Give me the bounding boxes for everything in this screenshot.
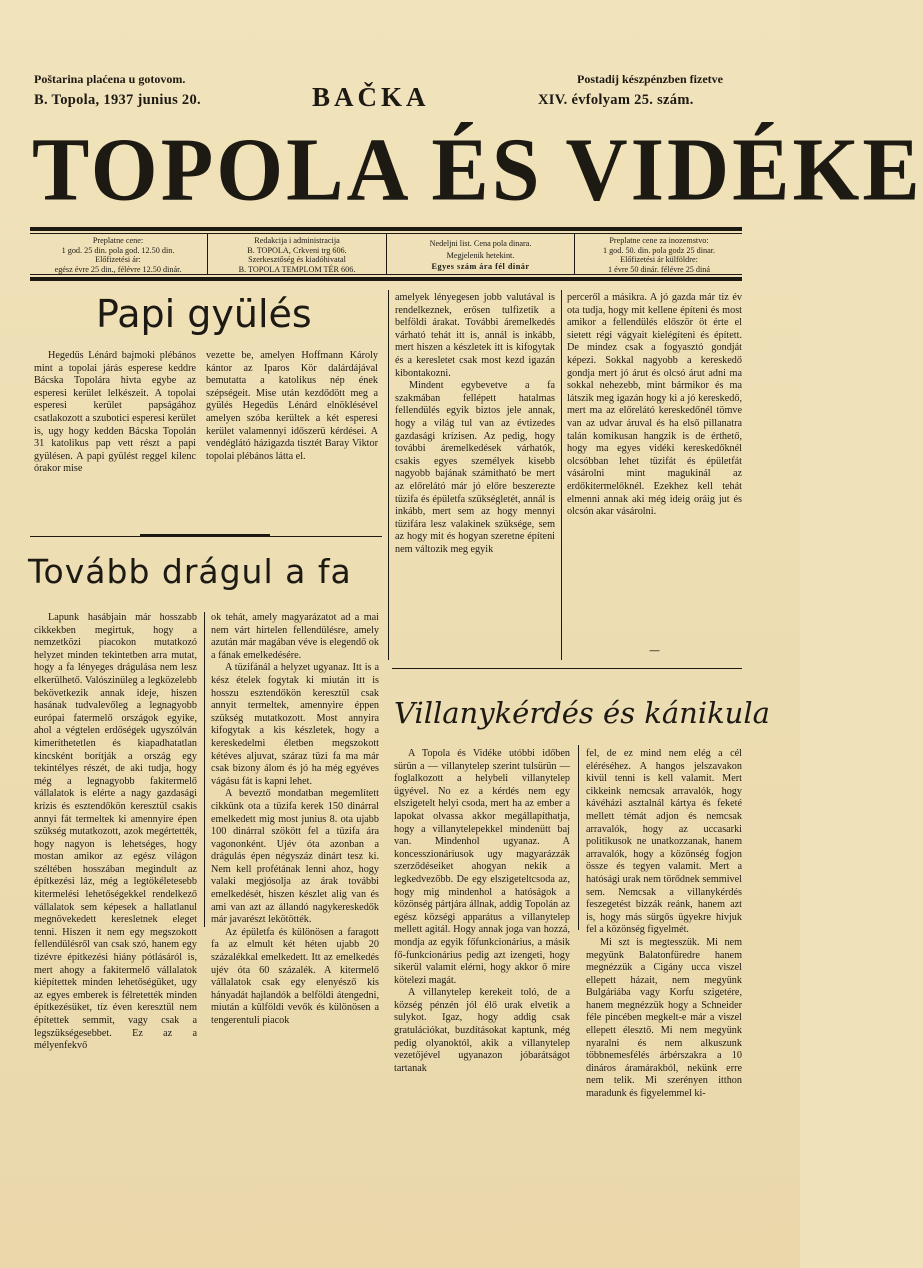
article-papi-col1 — [34, 350, 196, 528]
info-line: egész évre 25 din., félévre 12.50 dinár. — [54, 264, 182, 274]
article-divider-thick — [140, 534, 270, 537]
region-label: BAČKA — [312, 82, 430, 112]
subscription-foreign — [576, 236, 742, 274]
paragraph: Lapunk hasábjain már hosszabb cikkekben megirtuk, hogy a nemzetközi piacokon mutatkozó helyzet minden tekintetben arra mutat, hogy a fa lényeges drágulása nem lesz elkerülhető. Valószinüleg a legközelebb bekövetkezik annak ideje, hiszen hasának tudvalevőleg a legnagyobb európai fatermelő országok egyike, ahol a végtelen erdőségek ugyszólván kimeríthetetlen és kiapadhatatlan kincsként borítják a ország egy tekintélyes részét, de aki tudja, hogy még a legnagyobb fakitermelő vállalatok is elérte a nagy gazdasági krízis és esztendőkön keresztül csakis annyi fát termeltek ki amennyire épen szükség mutatkozott, azok megértették, hogy nagyon is lehetséges, hogy mostan amikor az egész világon széltében hosszában megindult az építkezési láz, még a legtökéletesebb kitermelési lehetőségekkel rendelkező vállalatok sem képesek a hallatlanul megnövekedett keresletnek eleget tenni. Hiszen it nem egy megszokott fellendülésről van csak szó, hanem egy tizévre építkezési hiány pótlásáról is, mert ahogy a fakitermelő vállalatok kiépítettek minden lehetőségüket, ugy az egyes emberek is félretették minden építkezésüket, tíz éven keresztül nem építettek semmit, vagy csak a legszükségesebbet. Ez az a mélyenfekvő — [34, 612, 197, 1052]
article-end-mark: — — [649, 644, 660, 657]
article-headline-villany: Villanykérdés és kánikula — [394, 696, 770, 730]
info-line: Preplatne cene: — [92, 236, 144, 245]
info-line: B. TOPOLA TEMPLOM TÉR 606. — [238, 264, 356, 274]
subscription-domestic — [30, 236, 206, 274]
info-line: B. TOPOLA, Crkveni trg 606. — [247, 245, 347, 255]
paragraph: fel, de ez mind nem elég a cél eléréséhez. A hangos jelszavakon kivül tenni is kell valamit. Mert cikkeink nemcsak arravalók, hogy kávéházi asztalnál kártya és feketé mellett témát adjon és nemcsak arravalók, hogy az uccasarki politikusok ne unatkozzanak, hanem arravalók, hogy a közönség fogjon össze és tegyen valamit. Mert a hatósági urak nem törődnek semmivel sem. Nemcsak a villanykérdés feszegetést bizzák reánk, hanem azt is, hogy más sürgős ügyekre hivjuk fel a közönség figyelmét. — [586, 748, 742, 936]
paragraph: perceről a másikra. A jó gazda már tiz év ota tudja, hogy mit kellene építeni és most amikor a fellendülés először öt érte el sietett régi vágyait kielégíteni és épített. De mindez csak a fogyasztó gondját képezi. Sokkal nagyobb a kereskedő gondja mert jó árut és olcsó árut adni ma sokkal nehezebb, mint bármikor és ma látszik meg igazán hogy ki a jó kereskedő, mert ma az előrelátó kereskedőnél tömve van az udvar áruval és ha első pillanatra talán komikusan hangzik is de érthető, hogy ma egyes vidéki kereskedőknél olcsóbban lehet tüzifát és épületfát vásárolni mint magukinál az erdőkitermelőknél. Ezekhez kell tehát elmenni annak aki még ideig oráig jut és olcsón akar vásárolni. — [567, 292, 742, 518]
info-line: Egyes szám ára fél dinár — [431, 262, 530, 271]
paragraph: amelyek lényegesen jobb valutával is rendelkeznek, erősen tulfizetik a belföldi árakat. További áremelkedés várható tehát itt is, annál is inkább, mert hiszen a készletek itt is kifogytak és a keresletet csak most kezd igazán kibontakozni. — [395, 292, 555, 379]
article-headline-papi: Papi gyülés — [96, 292, 312, 336]
info-line: Nedeljni list. Cena pola dinara. — [429, 239, 532, 248]
paragraph: A tüzifánál a helyzet ugyanaz. Itt is a kész ételek fogytak ki miután itt is hosszu esztendőkön keresztül csak annyit termeltek, amennyire éppen szükség mutatkozott. Most annyira kifogytak a kis készletek, hogy a kereskedelmi életben megszokott kétéves aljuvat, száraz tüzi fa ma már csak bizony álom és jó ha még egyéves vágásu fát is kapni lehet. — [211, 662, 379, 787]
article-fa-col4 — [567, 292, 742, 642]
paragraph: A beveztő mondatban megemlített cikkünk ota a tüzifa kerek 150 dinárral emelkedett mig most junius 8. ota ujabb 100 dinárral szökött fel a tüzifa ára vagononként. Ujév óta azonban a drágulás épen négyszáz dinárt tesz ki. Nem kell profétának lenni ahoz, hogy valaki megjósolja az árak további emelkedését, hiszen készlet alig van és ami van azt az állandó nagykereskedők már javarészt lekötötték. — [211, 788, 379, 926]
column-separator — [561, 290, 562, 660]
article-fa-col1 — [34, 612, 197, 1052]
info-line: Előfizetési ár: — [95, 255, 141, 265]
info-separator — [207, 234, 208, 274]
date-line: B. Topola, 1937 junius 20. — [34, 92, 201, 108]
column-separator — [388, 290, 389, 660]
info-line: 1 god. 50. din. pola godz 25 dinar. — [602, 245, 716, 255]
bottom-rule — [30, 277, 742, 281]
article-villany-col1 — [394, 748, 570, 1074]
article-fa-col3 — [395, 292, 555, 658]
info-line: 1 évre 50 dinár. félévre 25 diná — [607, 264, 711, 274]
info-line: Preplatne cene za inozemstvo: — [609, 236, 709, 245]
editorial-office — [209, 236, 385, 274]
info-line: Szerkesztőség és kiadóhivatal — [248, 255, 346, 265]
paragraph: A Topola és Vidéke utóbbi időben sürün a — villanytelep szerint tulsürün — foglalkozott a helybeli villanytelep ügyével. No ez a kérdés nem egy elszigetelt helyi csoda, mert ha az ember a lapokat olvassa akkor megállapíthatja, hogy a villanytelepekkel mindenütt baj van. Mindenhol ugyanaz. A koncesszionáriusok ugy magyarázzák szerződéseiket ahogyan nekik a legkedvezőbb. De egy elszigeteltcsoda az, hogy mig mindenhol a hatóságok a közönség pártjára állnak, addig Topolán az egész községi apparátus a villanytelep mellett agitál. Hogy annak joga van hozzá, mondja az egyik főfunkcionárius, a másik fő-funkcionárius pedig azt izengeti, hogy sikerül valamit elérni, hogy akkor ő mire kötelezi magát. — [394, 748, 570, 986]
article-divider — [392, 668, 742, 669]
volume-line: XIV. évfolyam 25. szám. — [538, 92, 694, 108]
article-villany-col2 — [586, 748, 742, 1100]
paragraph: ok tehát, amely magyarázatot ad a mai nem várt hirtelen fellendülésre, amely azután már magában véve is elegendő ok a fának emelkedésére. — [211, 612, 379, 661]
info-line: Redakcija i administracija — [254, 236, 340, 245]
info-separator — [574, 234, 575, 274]
issue-info — [388, 238, 573, 273]
top-rule — [30, 227, 742, 231]
newspaper-title: TOPOLA ÉS VIDÉKE — [32, 118, 923, 220]
paragraph: Hegedüs Lénárd bajmoki plébános mint a topolai járás esperese keddre Bácska Topolára hivta egybe az esperesi kerület lelkészeit. A topolai esperesi kerület papságához csatlakozott a szubotici esperesi kerület is, ugy hogy kedden Bácska Topolán 31 katolikus pap vett részt a papi gyülésen. A papi gyülést reggel kilenc órakor mise — [34, 350, 196, 475]
paragraph: A villanytelep kerekeit toló, de a község pénzén jól élő urak elvetik a sulykot. Igaz, hogy addig csak gratulációkat, buzdításokat kaptunk, még pedig olyanoktól, akik a villanytelep vezetőjével ugyanazon jóbarátságot tartanak — [394, 987, 570, 1074]
column-separator — [204, 612, 205, 927]
postage-right: Postadij készpénzben fizetve — [577, 72, 723, 86]
paragraph: Mi szt is megtesszük. Mi nem megyünk Balatonfüredre hanem megnézzük a Cigány ucca viszel ellepett házait, nem megyünk Bulgáriába vagy Korfu szigetére, hanem megnézzük hogy a Schneider féle pincében megkelt-e már a viszel ellepett élesztő. Mi nem megyünk nyaralni és nem alkuszunk többnemesfélés árbérszakra a 10 dináros áramárakból, nekünk erre nem telik. Mi szerényen itthon maradunk és figyelemmel ki- — [586, 936, 742, 1100]
column-separator — [578, 745, 579, 930]
article-papi-col2 — [206, 350, 378, 528]
info-separator — [386, 234, 387, 274]
postage-notice: Poštarina plaćena u gotovom. — [34, 72, 186, 86]
article-headline-fa: Tovább drágul a fa — [28, 552, 352, 591]
paragraph: vezette be, amelyen Hoffmann Károly kántor az Iparos Kör dalárdájával bemutatta a katolikus nép ének szépségeit. Mise után kezdődött meg a gyülés Hegedüs Lénárd elnöklésével amelyen szóba kerültek a két esperesi kerület valamennyi időszerü kérdései. A vendéglátó házigazda tisztét Baray Viktor topolai plébános látta el. — [206, 350, 378, 462]
paragraph: Mindent egybevetve a fa szakmában fellépett hatalmas fellendülés egyik biztos jele annak, hogy a világ tul van az évtizedes gazdasági krízisen. Az pedig, hogy további áremelkedések várhatók, csakis egyes személyek kisebb nagyobb bajának számitható be mert az előrelátó már jó előre beszerezte tüzifa és épületfa szükségletét, annál is inkább, mert sem az hogy mennyi tüzifára lesz valakinek szüksége, sem az hogy mit és hogyan szeretne építeni nem változik meg egyik — [395, 380, 555, 555]
article-fa-col2 — [211, 612, 379, 1026]
paragraph: Az épületfa és különösen a faragott fa az elmult két héten ujabb 20 százalékkal emelkedett. Itt az emelkedés ujév óta 60 százalék. A kitermelő vállalatok csak egy elenyésző kis hányadát hajlandók a belföldi átengedni, miután a külföldi vevők és különösen a tengerentuli piacok — [211, 926, 379, 1026]
info-line: Előfizetési ár külföldre: — [620, 255, 698, 265]
info-line: Megjelenik hetekint. — [446, 250, 515, 260]
info-line: 1 god. 25 din. pola god. 12.50 din. — [61, 245, 175, 255]
